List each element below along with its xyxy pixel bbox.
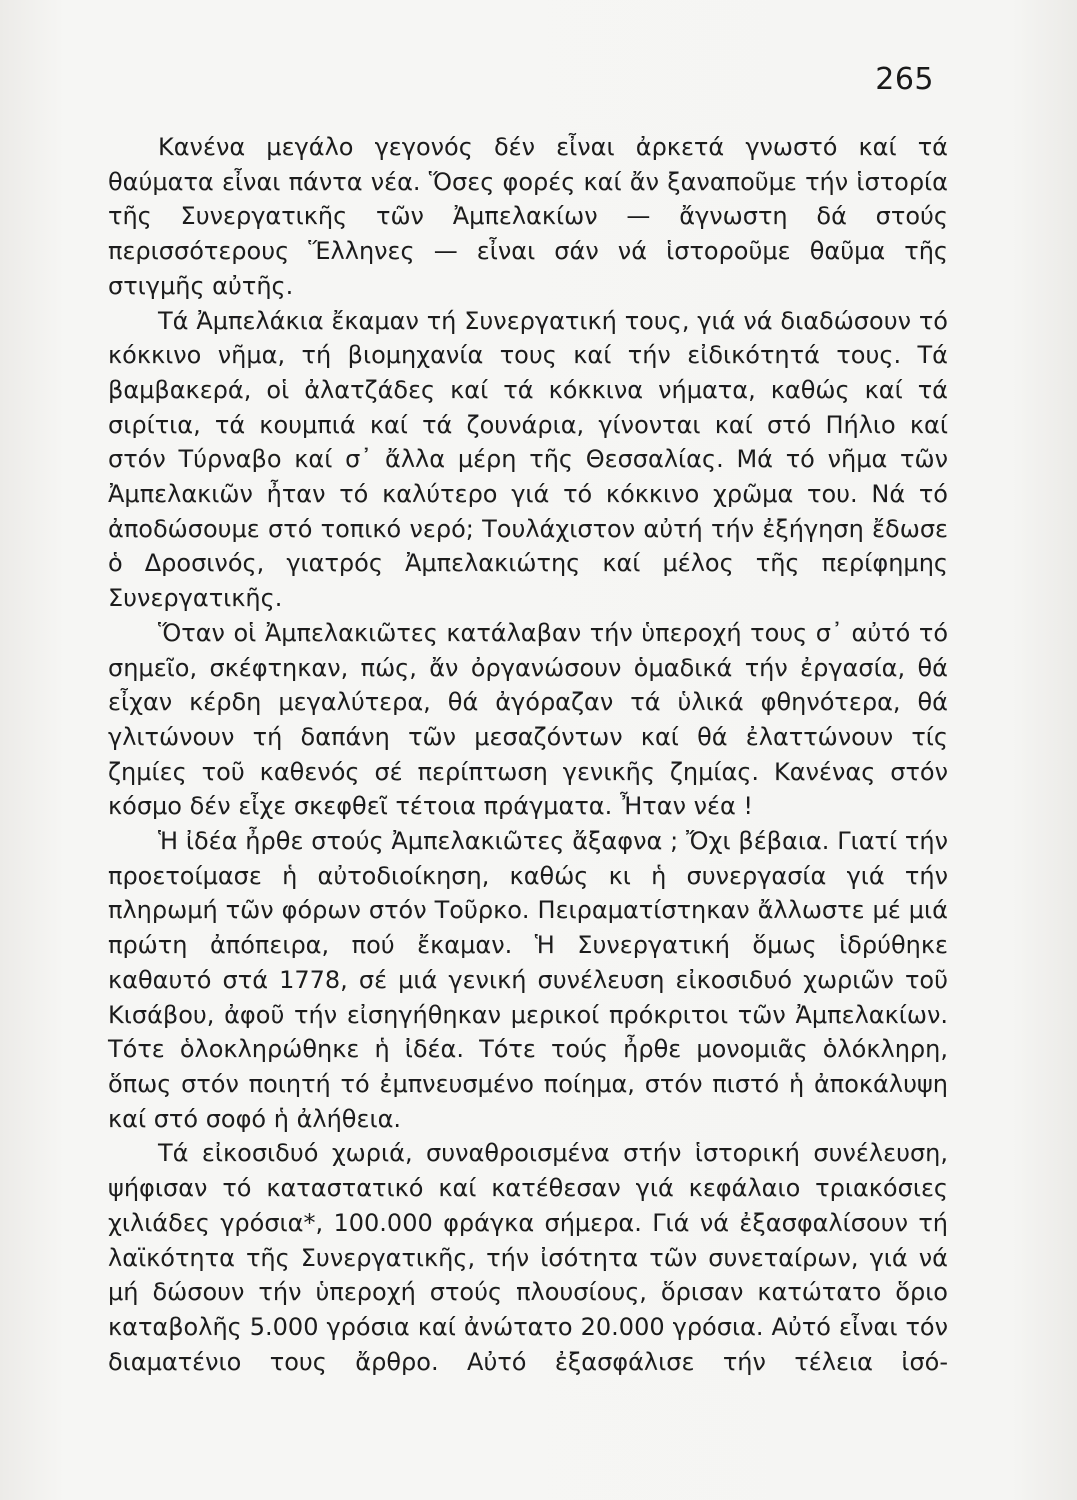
body-text — [108, 130, 948, 1379]
paragraph-1: Κανένα μεγάλο γεγονός δέν εἶναι ἀρκετά γνωστό καί τά θαύματα εἶναι πάντα νέα. Ὅσες φορές καί ἄν ξαναποῦμε τήν ἱστορία τῆς Συνεργατικῆς τῶν Ἀμπελακίων — ἄγνωστη δά στούς περισσότερους Ἕλληνες — εἶναι σάν νά ἱστοροῦμε θαῦμα τῆς στιγμῆς αὐτῆς. — [108, 133, 948, 300]
paragraph-3: Ὅταν οἱ Ἀμπελακιῶτες κατάλαβαν τήν ὑπεροχή τους σ᾿ αὐτό τό σημεῖο, σκέφτηκαν, πώς, ἄν ὀργανώσουν ὁμαδικά τήν ἐργασία, θά εἶχαν κέρδη μεγαλύτερα, θά ἀγόραζαν τά ὑλικά φθηνότερα, θά γλιτώνουν τή δαπάνη τῶν μεσαζόντων καί θά ἐλαττώνουν τίς ζημίες τοῦ καθενός σέ περίπτωση γενικῆς ζημίας. Κανένας στόν κόσμο δέν εἶχε σκεφθεῖ τέτοια πράγματα. Ἦταν νέα ! — [108, 618, 948, 821]
paragraph-5: Τά εἰκοσιδυό χωριά, συναθροισμένα στήν ἱστορική συνέλευση, ψήφισαν τό καταστατικό καί κατέθεσαν γιά κεφάλαιο τριακόσιες χιλιάδες γρόσια*, 100.000 φράγκα σήμερα. Γιά νά ἐξασφαλίσουν τή λαϊκότητα τῆς Συνεργατικῆς, τήν ἰσότητα τῶν συνεταίρων, γιά νά μή δώσουν τήν ὑπεροχή στούς πλουσίους, ὅρισαν κατώτατο ὅριο καταβολῆς 5.000 γρόσια καί ἀνώτατο 20.000 γρόσια. Αὐτό εἶναι τόν διαματένιο τους ἄρθρο. Αὐτό ἐξασφάλισε τήν τέλεια ἰσό- — [108, 1139, 948, 1376]
paragraph-4: Ἡ ἰδέα ἦρθε στούς Ἀμπελακιῶτες ἄξαφνα ; Ὄχι βέβαια. Γιατί τήν προετοίμασε ἡ αὐτοδιοίκηση, καθώς κι ἡ συνεργασία γιά τήν πληρωμή τῶν φόρων στόν Τοῦρκο. Πειραματίστηκαν ἄλλωστε μέ μιά πρώτη ἀπόπειρα, πού ἔκαμαν. Ἡ Συνεργατική ὅμως ἱδρύθηκε καθαυτό στά 1778, σέ μιά γενική συνέλευση εἰκοσιδυό χωριῶν τοῦ Κισάβου, ἀφοῦ τήν εἰσηγήθηκαν μερικοί πρόκριτοι τῶν Ἀμπελακίων. Τότε ὁλοκληρώθηκε ἡ ἰδέα. Τότε τούς ἦρθε μονομιᾶς ὁλόκληρη, ὅπως στόν ποιητή τό ἐμπνευσμένο ποίημα, στόν πιστό ἡ ἀποκάλυψη καί στό σοφό ἡ ἀλήθεια. — [108, 827, 948, 1133]
paragraph-2: Τά Ἀμπελάκια ἔκαμαν τή Συνεργατική τους, γιά νά διαδώσουν τό κόκκινο νῆμα, τή βιομηχανία τους καί τήν εἰδικότητά τους. Τά βαμβακερά, οἱ ἀλατζάδες καί τά κόκκινα νήματα, καθώς καί τά σιρίτια, τά κουμπιά καί τά ζουνάρια, γίνονται καί στό Πήλιο καί στόν Τύρναβο καί σ᾿ ἄλλα μέρη τῆς Θεσσαλίας. Μά τό νῆμα τῶν Ἀμπελακιῶν ἦταν τό καλύτερο γιά τό κόκκινο χρῶμα του. Νά τό ἀποδώσουμε στό τοπικό νερό; Τουλάχιστον αὐτή τήν ἐξήγηση ἔδωσε ὁ Δροσινός, γιατρός Ἀμπελακιώτης καί μέλος τῆς περίφημης Συνεργατικῆς. — [108, 306, 948, 613]
page-number: 265 — [875, 62, 934, 97]
